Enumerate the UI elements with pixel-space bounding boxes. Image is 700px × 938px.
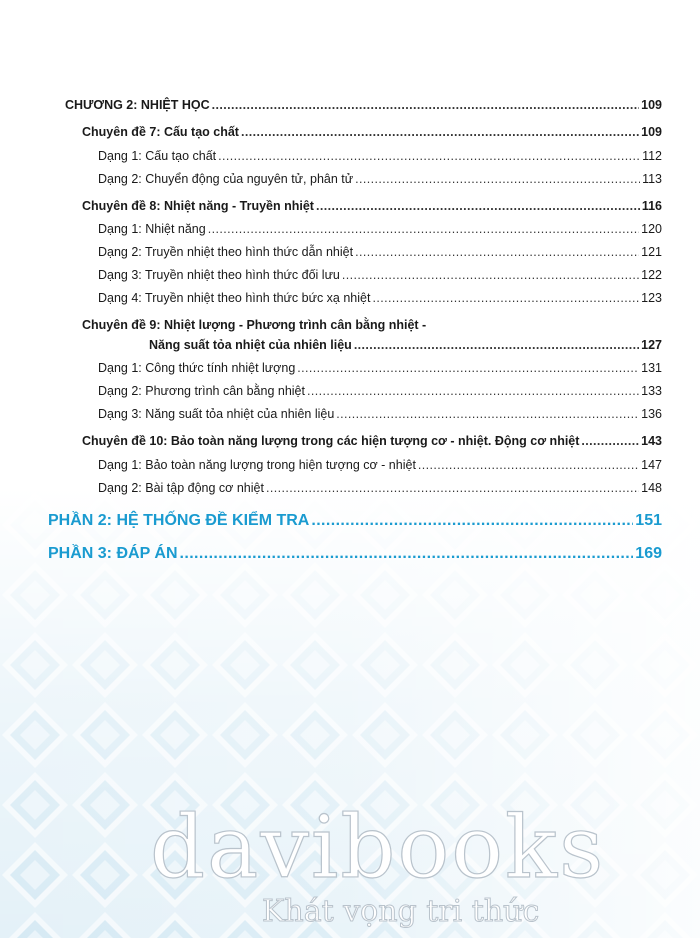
toc-leader-dots <box>218 149 640 163</box>
toc-leader-dots <box>266 481 639 495</box>
toc-type[interactable] <box>98 481 662 495</box>
toc-page-number: 116 <box>641 199 662 213</box>
toc-page-number: 147 <box>641 458 662 472</box>
toc-topic-7[interactable] <box>82 125 662 139</box>
toc-page-number: 121 <box>641 245 662 259</box>
toc-page-number: 148 <box>641 481 662 495</box>
toc-page-number: 143 <box>641 434 662 448</box>
toc-page-number: 109 <box>641 98 662 112</box>
toc-title: Dạng 3: Truyền nhiệt theo hình thức đối lưu <box>98 268 340 282</box>
toc-title: Dạng 2: Truyền nhiệt theo hình thức dẫn nhiệt <box>98 245 354 259</box>
toc-leader-dots <box>355 245 639 259</box>
toc-type[interactable] <box>98 458 662 472</box>
toc-title: Dạng 2: Bài tập động cơ nhiệt <box>98 481 264 495</box>
toc-leader-dots <box>212 98 639 112</box>
toc-page-number: 131 <box>641 361 662 375</box>
toc-page-number: 112 <box>642 149 662 163</box>
toc-page-number: 120 <box>641 222 662 236</box>
toc-title: PHẦN 3: ĐÁP ÁN <box>48 545 178 562</box>
toc-type[interactable] <box>98 149 662 163</box>
toc-type[interactable] <box>98 291 662 305</box>
toc-page-number: 123 <box>641 291 662 305</box>
brand-name: davibooks <box>150 798 606 898</box>
toc-leader-dots <box>311 512 633 530</box>
toc-page-number: 109 <box>641 125 662 139</box>
toc-title: PHẦN 2: HỆ THỐNG ĐỀ KIỂM TRA <box>48 512 310 529</box>
toc-type[interactable] <box>98 268 662 282</box>
brand-slogan: Khát vọng tri thức <box>262 894 540 929</box>
toc-leader-dots <box>354 338 639 352</box>
toc-title: Dạng 1: Công thức tính nhiệt lượng <box>98 361 296 375</box>
toc-part-3[interactable] <box>48 545 662 563</box>
toc-leader-dots <box>355 172 640 186</box>
toc-part-2[interactable] <box>48 512 662 530</box>
toc-leader-dots <box>336 407 639 421</box>
toc-leader-dots <box>208 222 639 236</box>
toc-leader-dots <box>180 545 634 563</box>
toc-type[interactable] <box>98 172 662 186</box>
toc-page-number: 113 <box>642 172 662 186</box>
toc-page-number: 133 <box>641 384 662 398</box>
toc-page-number: 122 <box>641 268 662 282</box>
toc-type[interactable] <box>98 361 662 375</box>
toc-leader-dots <box>241 125 639 139</box>
toc-title: Chuyên đề 7: Cấu tạo chất <box>82 125 239 139</box>
publisher-logo <box>150 798 606 929</box>
toc-leader-dots <box>418 458 639 472</box>
toc-leader-dots <box>581 434 639 448</box>
toc-page-number: 169 <box>635 545 662 562</box>
toc-leader-dots <box>316 199 640 213</box>
toc-topic-10[interactable] <box>82 434 662 448</box>
toc-page-number: 136 <box>641 407 662 421</box>
toc-title: Dạng 4: Truyền nhiệt theo hình thức bức xạ nhiệt <box>98 291 371 305</box>
toc-title: Dạng 1: Nhiệt năng <box>98 222 206 236</box>
toc-title: Dạng 1: Cấu tạo chất <box>98 149 217 163</box>
toc-type[interactable] <box>98 245 662 259</box>
toc-title: Chuyên đề 10: Bảo toàn năng lượng trong các hiện tượng cơ - nhiệt. Động cơ nhiệt <box>82 434 580 448</box>
toc-title: Dạng 3: Năng suất tỏa nhiệt của nhiên liệu <box>98 407 335 421</box>
toc-topic-9-title-line-1[interactable]: Chuyên đề 9: Nhiệt lượng - Phương trình cân bằng nhiệt - <box>82 318 427 332</box>
toc-title: Chuyên đề 8: Nhiệt năng - Truyền nhiệt <box>82 199 314 213</box>
toc-type[interactable] <box>98 407 662 421</box>
toc-title: Dạng 1: Bảo toàn năng lượng trong hiện tượng cơ - nhiệt <box>98 458 416 472</box>
toc-title: CHƯƠNG 2: NHIỆT HỌC <box>65 98 210 112</box>
toc-chapter-2[interactable] <box>65 98 662 112</box>
toc-page-number: 127 <box>641 338 662 352</box>
toc-leader-dots <box>297 361 639 375</box>
toc-leader-dots <box>307 384 639 398</box>
toc-type[interactable] <box>98 222 662 236</box>
toc-leader-dots <box>342 268 639 282</box>
toc-page-number: 151 <box>635 512 662 529</box>
toc-topic-9[interactable] <box>149 338 662 352</box>
toc-type[interactable] <box>98 384 662 398</box>
toc-leader-dots <box>372 291 639 305</box>
toc-title: Năng suất tỏa nhiệt của nhiên liệu <box>149 338 352 352</box>
toc-topic-8[interactable] <box>82 199 662 213</box>
toc-title: Dạng 2: Chuyển động của nguyên tử, phân tử <box>98 172 354 186</box>
toc-title: Dạng 2: Phương trình cân bằng nhiệt <box>98 384 305 398</box>
